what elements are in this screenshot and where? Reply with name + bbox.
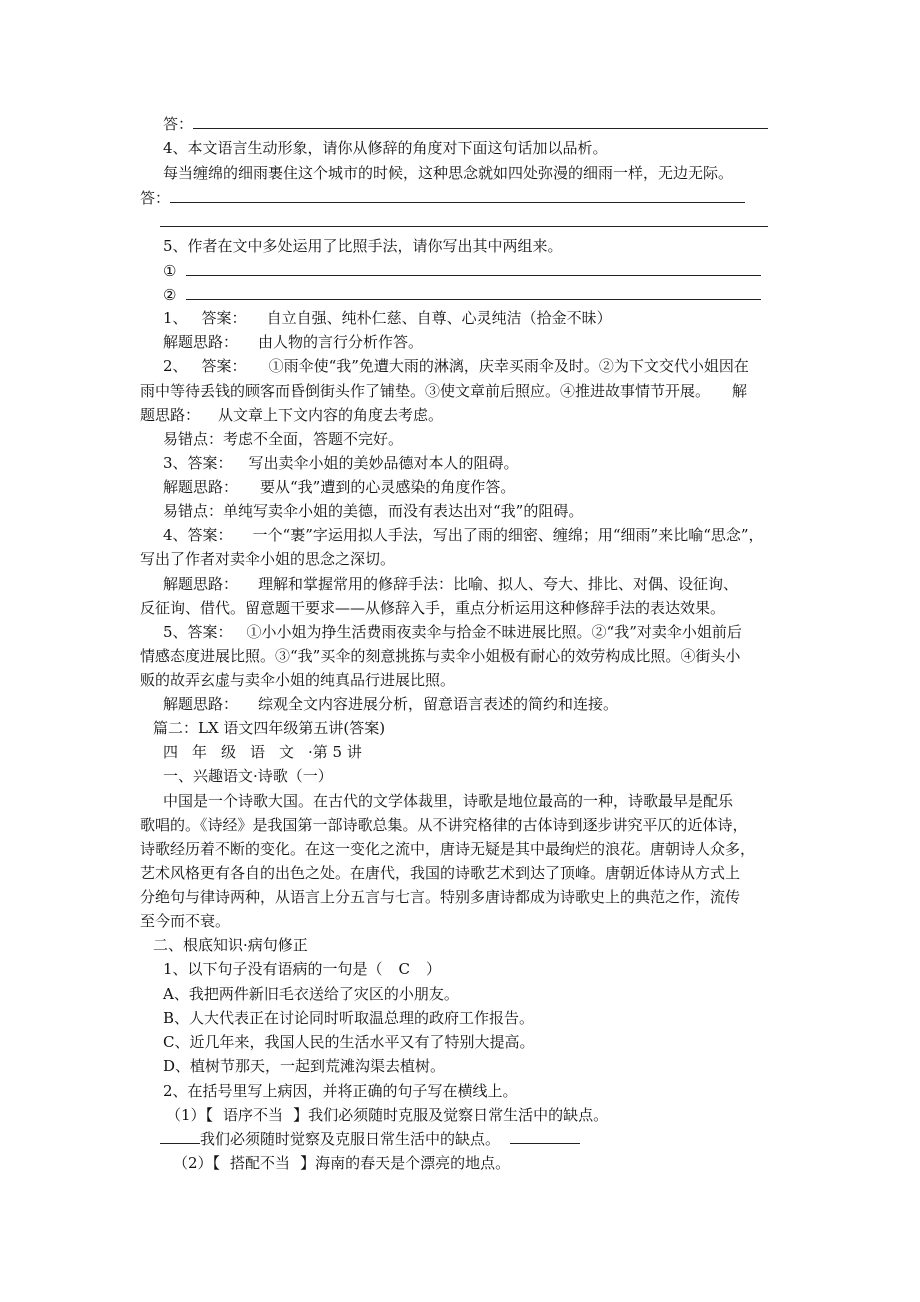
answer-5-approach — [163, 693, 618, 715]
correction-blank-right — [510, 1128, 580, 1144]
sentence-1-correction — [160, 1128, 580, 1150]
answer-blank — [186, 260, 761, 276]
poetry-paragraph-line-5: 分绝句与律诗两种，从语言上分五言与七言。特别多唐诗都成为诗歌史上的典范之作，流传 — [140, 888, 741, 906]
lesson-heading-main: 四年级语文 — [163, 743, 309, 761]
poetry-paragraph-line-2: 歌唱的。《诗经》是我国第一部诗歌总集。从不讲究格律的古体诗到逐步讲究平仄的近体诗， — [140, 816, 748, 834]
answer-blank — [160, 211, 768, 227]
question-text: 1、以下句子没有语病的一句是（ — [163, 960, 383, 978]
answer-2-approach — [140, 404, 443, 426]
question-4: 4、本文语言生动形象，请你从修辞的角度对下面这句话加以品析。 — [163, 139, 608, 157]
sentence-text: 】我们必须随时克服及觉察日常生活中的缺点。 — [293, 1106, 609, 1124]
correction-blank-left — [160, 1128, 200, 1144]
poetry-paragraph-line-6: 至今而不衰。 — [140, 912, 231, 930]
answer-2 — [163, 355, 749, 377]
question-5: 5、作者在文中多处运用了比照手法，请你写出其中两组来。 — [163, 237, 563, 255]
approach-label: 解题思路： — [163, 478, 239, 496]
approach-label-start: 解 — [732, 382, 748, 400]
approach-text: 由人物的言行分析作答。 — [258, 333, 424, 351]
approach-text: 要从“我”遭到的心灵感染的角度作答。 — [260, 478, 516, 496]
answer-3-pitfall: 易错点：单纯写卖伞小姐的美德，而没有表达出对“我”的阻碍。 — [163, 502, 584, 520]
approach-label: 解题思路： — [163, 333, 239, 351]
option-b: B、人大代表正在讨论同时听取温总理的政府工作报告。 — [163, 1009, 535, 1027]
sentence-text: 】海南的春天是个漂亮的地点。 — [300, 1154, 511, 1172]
bracket-open: （2）【 — [173, 1154, 221, 1172]
answer-line-5-2 — [163, 284, 761, 306]
answer-4-approach — [163, 573, 738, 595]
sentence-2 — [173, 1152, 510, 1174]
approach-label: 题思路： — [140, 406, 201, 424]
answer-label: 3、答案： — [163, 454, 233, 472]
answer-label: 答案： — [201, 357, 247, 375]
error-type: 语序不当 — [223, 1106, 284, 1124]
answer-label: 答案： — [201, 309, 247, 327]
question-4-quote: 每当缠绵的细雨裹住这个城市的时候，这种思念就如四处弥漫的细雨一样，无边无际。 — [163, 164, 734, 182]
answer-4-approach-continued: 反征询、借代。留意题干要求——从修辞入手，重点分析运用这种修辞手法的表达效果。 — [140, 599, 726, 617]
answer-text: 雨中等待丢钱的顾客而昏倒街头作了铺垫。③使文章前后照应。④推进故事情节开展。 — [140, 382, 711, 400]
sentence-1 — [166, 1104, 608, 1126]
approach-text: 从文章上下文内容的角度去考虑。 — [218, 406, 444, 424]
answer-5-continued-2: 贩的故弄玄虚与卖伞小姐的纯真品行进展比照。 — [140, 671, 456, 689]
answer-label: 答： — [140, 189, 171, 207]
question-answer-choice: C — [398, 960, 411, 978]
answer-label: 5、答案： — [163, 623, 233, 641]
item-marker: ① — [163, 262, 177, 280]
answer-5-continued-1: 情感态度进展比照。③“我”买伞的刻意挑拣与卖伞小姐极有耐心的效劳构成比照。④街头小 — [140, 647, 741, 665]
lesson-heading — [163, 741, 362, 763]
answer-5 — [163, 621, 742, 643]
approach-label: 解题思路： — [163, 575, 239, 593]
answer-3-approach — [163, 476, 515, 498]
question-1 — [163, 958, 441, 980]
option-d: D、植树节那天，一起到荒滩沟渠去植树。 — [163, 1057, 446, 1075]
answer-1-approach — [163, 331, 423, 353]
answer-blank — [193, 113, 768, 129]
poetry-paragraph-line-4: 艺术风格更有各自的出色之处。在唐代，我国的诗歌艺术到达了顶峰。唐朝近体诗从方式上 — [140, 864, 741, 882]
approach-label: 解题思路： — [163, 695, 239, 713]
part-2-heading: 二、根底知识·病句修正 — [153, 936, 308, 954]
answer-label: 答： — [163, 115, 194, 133]
poetry-paragraph-line-1: 中国是一个诗歌大国。在古代的文学体裁里，诗歌是地位最高的一种，诗歌最早是配乐 — [163, 792, 734, 810]
approach-text: 综观全文内容进展分析，留意语言表述的简约和连接。 — [258, 695, 619, 713]
answer-3 — [163, 452, 519, 474]
part-1-heading: 一、兴趣语文·诗歌（一） — [163, 767, 333, 785]
answer-label: 4、答案： — [163, 526, 233, 544]
answer-number: 2、 — [163, 357, 188, 375]
answer-blank — [186, 284, 761, 300]
approach-text: 理解和掌握常用的修辞手法：比喻、拟人、夸大、排比、对偶、设征询、 — [258, 575, 739, 593]
answer-text: 自立自强、纯朴仁慈、自尊、心灵纯洁（拾金不昧） — [266, 309, 612, 327]
answer-4-continued: 写出了作者对卖伞小姐的思念之深切。 — [140, 550, 396, 568]
bracket-open: （1）【 — [166, 1106, 214, 1124]
answer-text: ①小小姐为挣生活费雨夜卖伞与拾金不昧进展比照。②“我”对卖伞小姐前后 — [246, 623, 742, 641]
item-marker: ② — [163, 286, 177, 304]
question-bracket-close: ） — [426, 960, 442, 978]
section-title: 篇二：LX 语文四年级第五讲(答案) — [153, 719, 386, 737]
answer-line-4-continued — [160, 211, 768, 233]
answer-blank — [170, 187, 745, 203]
corrected-sentence: 我们必须随时觉察及克服日常生活中的缺点。 — [200, 1130, 501, 1148]
answer-text: ①雨伞使“我”免遭大雨的淋漓，庆幸买雨伞及时。②为下文交代小姐因在 — [268, 357, 749, 375]
question-2: 2、在括号里写上病因，并将正确的句子写在横线上。 — [163, 1082, 518, 1100]
answer-4 — [163, 524, 764, 546]
answer-line-4 — [140, 187, 745, 209]
answer-2-continued — [140, 380, 747, 402]
option-a: A、我把两件新旧毛衣送给了灾区的小朋友。 — [163, 985, 459, 1003]
error-type: 搭配不当 — [230, 1154, 291, 1172]
answer-line-3 — [163, 113, 768, 135]
poetry-paragraph-line-3: 诗歌经历着不断的变化。在这一变化之流中，唐诗无疑是其中最绚烂的浪花。唐朝诗人众多， — [140, 840, 756, 858]
answer-2-pitfall: 易错点：考虑不全面，答题不完好。 — [163, 430, 404, 448]
answer-text: 写出卖伞小姐的美妙品德对本人的阻碍。 — [248, 454, 519, 472]
answer-1 — [163, 307, 612, 329]
answer-number: 1、 — [163, 309, 188, 327]
answer-line-5-1 — [163, 260, 761, 282]
answer-text: 一个“裹”字运用拟人手法，写出了雨的细密、缠绵；用“细雨”来比喻“思念”， — [252, 526, 764, 544]
lesson-heading-number: ·第 5 讲 — [308, 743, 362, 761]
option-c: C、近几年来，我国人民的生活水平又有了特别大提高。 — [163, 1033, 535, 1051]
